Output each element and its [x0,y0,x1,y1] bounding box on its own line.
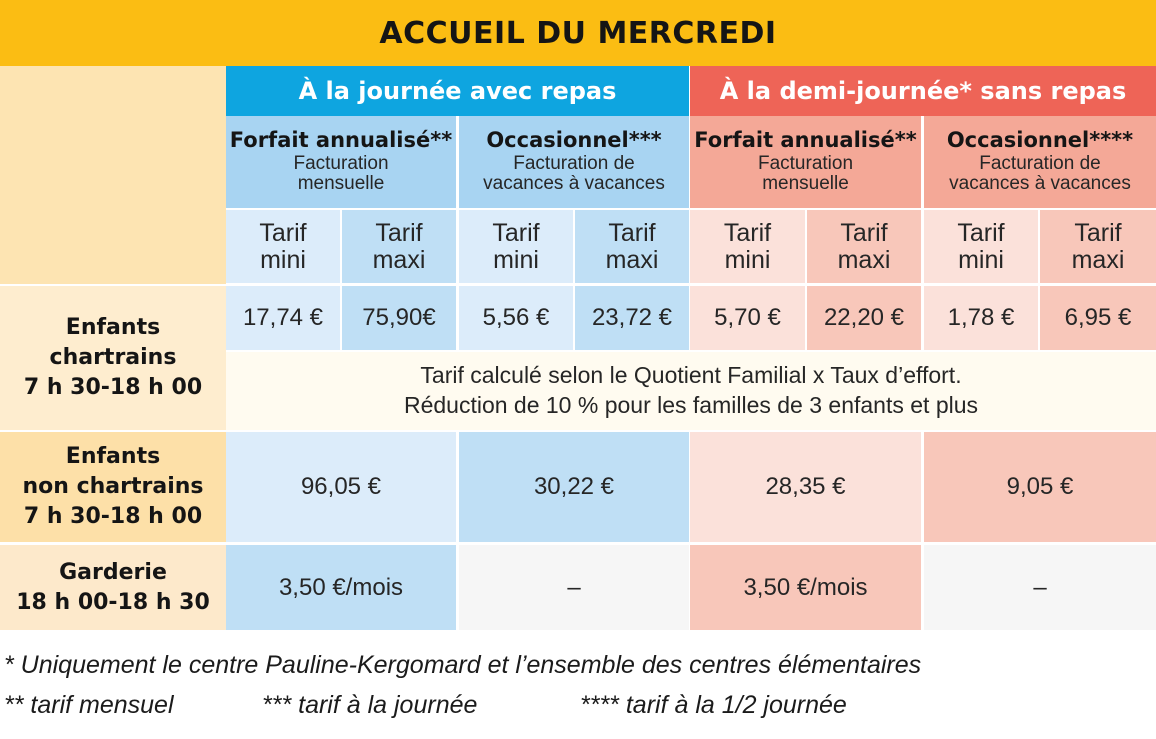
tarif-mini-header [459,210,573,283]
row-label-line: non chartrains [22,474,204,500]
subheader-desc [483,154,665,195]
tarif-mini-header [226,210,340,283]
tarif-word: Tarif [608,218,656,247]
tarif-kind: maxi [605,245,659,274]
subheader-desc-line: mensuelle [297,173,385,195]
subheader-desc-line: mensuelle [762,173,849,195]
price-cell-empty: – [924,545,1156,630]
tarif-kind: maxi [372,245,426,274]
price-cell: 96,05 € [226,432,456,542]
tarif-mini-header [924,210,1038,283]
subheader-desc-line: Facturation [293,152,389,174]
group-header-journee: À la journée avec repas [226,66,689,116]
price-cell: 5,70 € [690,286,805,350]
price-cell: 1,78 € [924,286,1038,350]
price-cell: 75,90€ [342,286,456,350]
tarif-maxi-header [342,210,456,283]
tarif-kind: maxi [1071,245,1125,274]
subheader-forfait-demi [690,116,921,208]
subheader-title: Forfait annualisé** [694,128,917,153]
note-line: Tarif calculé selon le Quotient Familial x Taux d’effort. [420,362,962,389]
row-label-garderie [0,545,226,630]
row-label-chartrains [0,286,226,430]
subheader-desc [758,154,853,195]
subheader-desc-line: Facturation [757,152,854,174]
tarif-word: Tarif [840,218,888,247]
subheader-title: Occasionnel**** [946,128,1134,153]
note-line: Réduction de 10 % pour les familles de 3 enfants et plus [403,392,979,418]
tarif-mini-header [690,210,805,283]
group-header-demi-journee: À la demi-journée* sans repas [690,66,1156,116]
subheader-occasionnel-journee [459,116,689,208]
price-cell: 17,74 € [226,286,340,350]
price-cell: 5,56 € [459,286,573,350]
row-label-line: 18 h 00-18 h 30 [16,589,210,615]
footnote-tarif-mensuel: ** tarif mensuel [4,691,174,719]
subheader-forfait-journee [226,116,456,208]
tarif-word: Tarif [723,218,772,247]
tarif-kind: mini [493,245,539,274]
tarif-word: Tarif [1074,218,1122,247]
price-cell: 22,20 € [807,286,921,350]
tarif-word: Tarif [957,218,1005,247]
tarif-kind: mini [724,245,771,274]
tarif-kind: mini [260,245,306,274]
price-cell: 6,95 € [1040,286,1156,350]
row-label-line: 7 h 30-18 h 00 [23,374,203,400]
tarif-maxi-header [1040,210,1156,283]
subheader-desc-line: Facturation de [513,152,635,174]
subheader-desc-line: Facturation de [979,152,1101,174]
subheader-occasionnel-demi [924,116,1156,208]
quotient-familial-note [226,352,1156,430]
tarif-word: Tarif [259,218,307,247]
price-cell-empty: – [459,545,689,630]
row-label-line: chartrains [49,345,177,371]
header-corner [0,66,226,284]
tarif-word: Tarif [375,218,423,247]
subheader-title: Occasionnel*** [486,128,662,153]
subheader-desc [949,154,1131,195]
subheader-desc-line: vacances à vacances [483,173,665,195]
price-cell: 30,22 € [459,432,689,542]
row-label-line: Garderie [59,559,167,585]
footnote-demi-journee: * Uniquement le centre Pauline-Kergomard et l’ensemble des centres élémentaires [4,651,922,679]
page-title: ACCUEIL DU MERCREDI [0,0,1156,66]
subheader-title: Forfait annualisé** [229,128,453,153]
tarif-word: Tarif [492,218,540,247]
row-label-line: Enfants [65,444,161,470]
subheader-desc-line: vacances à vacances [949,173,1131,195]
row-label-line: 7 h 30-18 h 00 [23,503,203,529]
row-label-line: Enfants [65,315,161,341]
tarif-maxi-header [575,210,689,283]
tarif-maxi-header [807,210,921,283]
tarif-kind: maxi [837,245,891,274]
footnote-tarif-journee: *** tarif à la journée [262,691,478,719]
subheader-desc [293,154,388,195]
price-cell: 3,50 €/mois [690,545,921,630]
price-cell: 3,50 €/mois [226,545,456,630]
tarif-kind: mini [958,245,1004,274]
footnote-tarif-demi-journee: **** tarif à la 1/2 journée [580,691,847,719]
row-label-non-chartrains [0,432,226,542]
price-cell: 28,35 € [690,432,921,542]
price-cell: 9,05 € [924,432,1156,542]
price-cell: 23,72 € [575,286,689,350]
